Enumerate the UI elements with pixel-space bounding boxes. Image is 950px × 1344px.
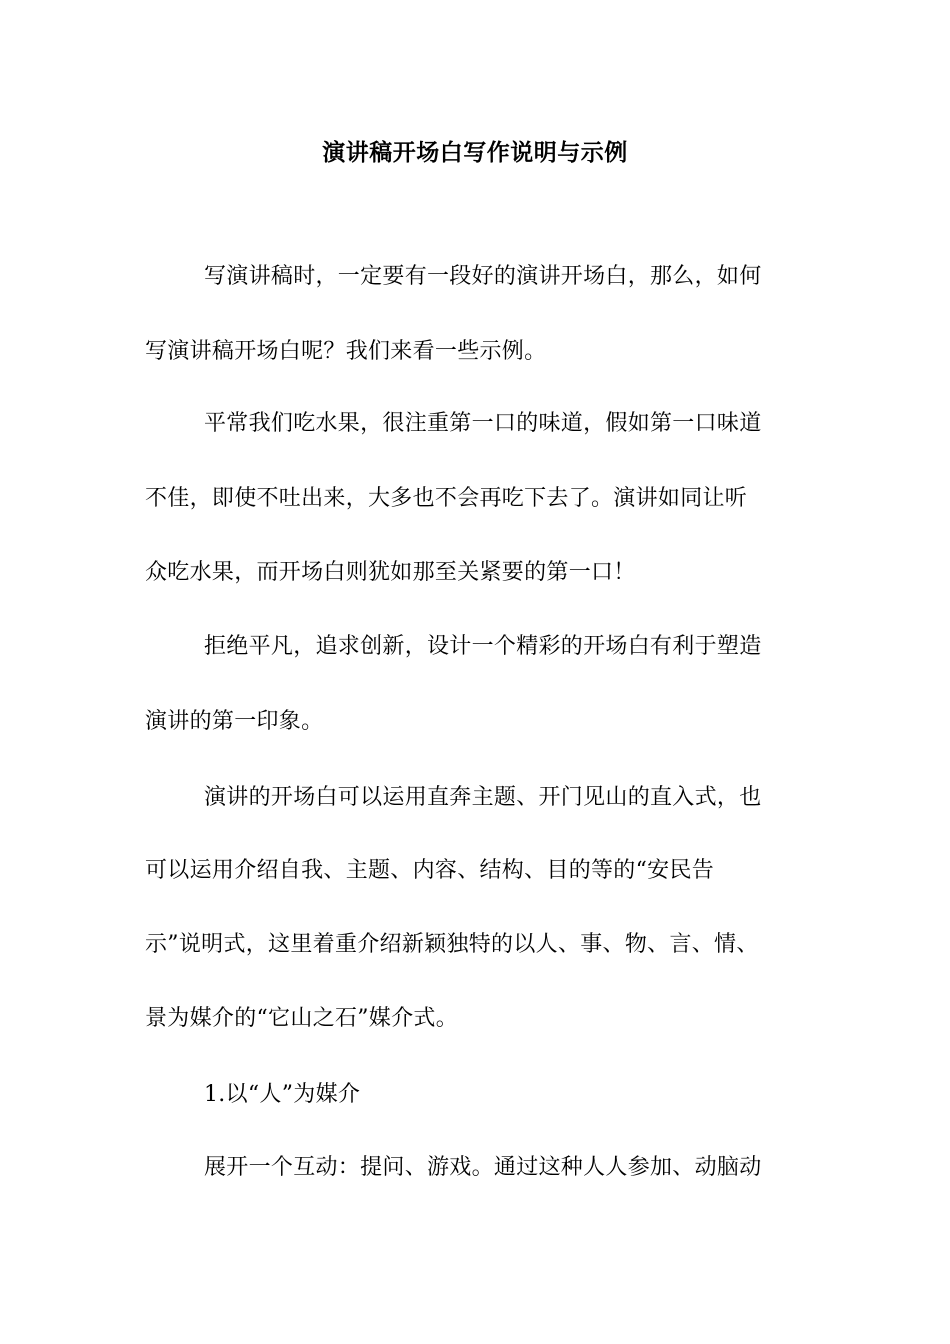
paragraph-line: 写演讲稿时，一定要有一段好的演讲开场白，那么，如何	[204, 264, 762, 289]
paragraph-line: 平常我们吃水果，很注重第一口的味道，假如第一口味道	[204, 411, 762, 436]
paragraph-line: 不佳，即使不吐出来，大多也不会再吃下去了。演讲如同让听	[145, 486, 748, 511]
paragraph-line: 景为媒介的“它山之石”媒介式。	[145, 1006, 458, 1031]
paragraph-line: 演讲的第一印象。	[145, 709, 324, 734]
paragraph-line: 可以运用介绍自我、主题、内容、结构、目的等的“安民告	[145, 858, 715, 883]
paragraph-line: 展开一个互动：提问、游戏。通过这种人人参加、动脑动	[204, 1155, 762, 1180]
paragraph-line: 示”说明式，这里着重介绍新颖独特的以人、事、物、言、情、	[145, 932, 759, 957]
paragraph-line: 演讲的开场白可以运用直奔主题、开门见山的直入式，也	[204, 785, 762, 810]
paragraph-line: 拒绝平凡，追求创新，设计一个精彩的开场白有利于塑造	[204, 634, 762, 659]
document-title: 演讲稿开场白写作说明与示例	[322, 139, 628, 166]
paragraph-line: 众吃水果，而开场白则犹如那至关紧要的第一口！	[145, 560, 636, 585]
paragraph-line: 写演讲稿开场白呢？我们来看一些示例。	[145, 339, 547, 364]
section-heading: 1.以“人”为媒介	[204, 1082, 361, 1107]
